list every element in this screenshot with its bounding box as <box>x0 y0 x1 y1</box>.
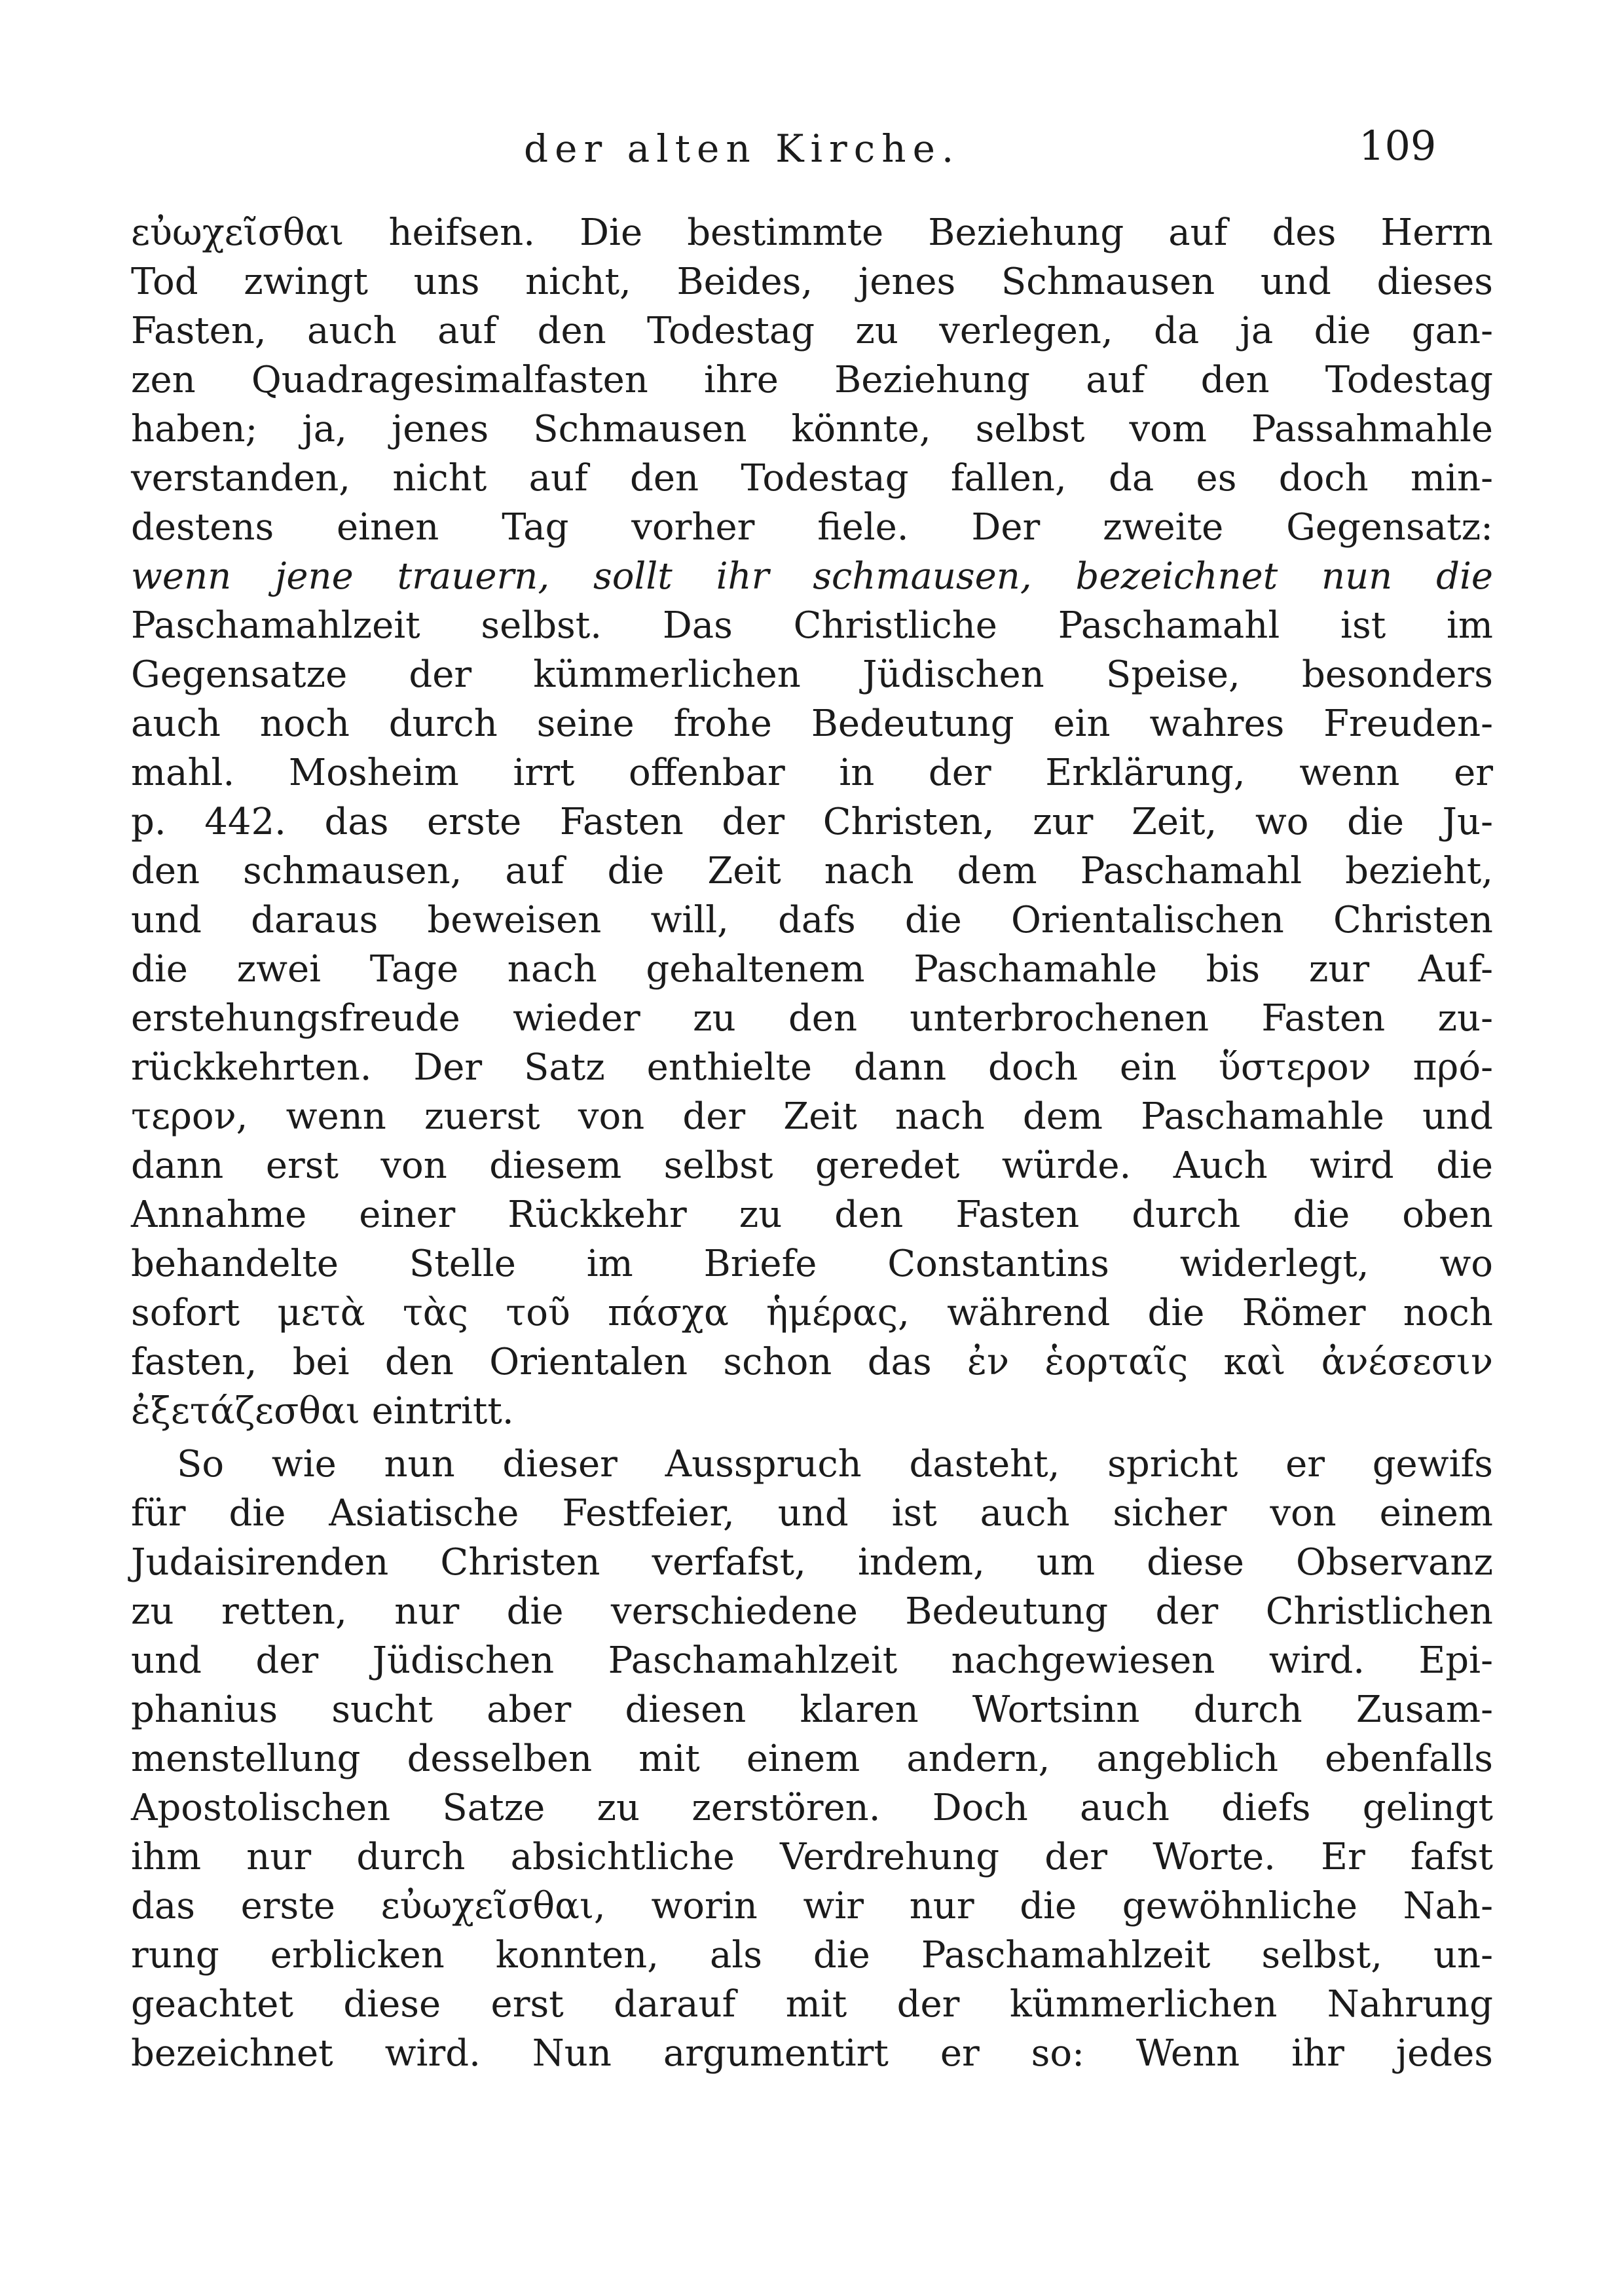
text-line: Fasten, auch auf den Todestag zu verlegen, da ja die gan- <box>131 310 1493 352</box>
text-line: wenn jene trauern, sollt ihr schmausen, bezeichnet nun die <box>131 555 1493 598</box>
text-line: ἐξετάζεσθαι eintritt. <box>131 1390 514 1432</box>
text-line: destens einen Tag vorher fiele. Der zweite Gegensatz: <box>131 506 1493 549</box>
text-line: p. 442. das erste Fasten der Christen, zur Zeit, wo die Ju- <box>131 801 1493 843</box>
text-line: zen Quadragesimalfasten ihre Beziehung auf den Todestag <box>131 359 1493 401</box>
text-line: auch noch durch seine frohe Bedeutung ein wahres Freuden- <box>131 702 1493 745</box>
text-line: fasten, bei den Orientalen schon das ἐν ἑορταῖς καὶ ἀνέσεσιν <box>131 1341 1493 1383</box>
text-line: haben; ja, jenes Schmausen könnte, selbst vom Passahmahle <box>131 408 1493 450</box>
text-line: zu retten, nur die verschiedene Bedeutung der Christlichen <box>131 1590 1493 1633</box>
text-line: Tod zwingt uns nicht, Beides, jenes Schmausen und dieses <box>131 261 1493 303</box>
running-head: der alten Kirche. <box>524 126 961 171</box>
text-line: εὐωχεῖσθαι heifsen. Die bestimmte Beziehung auf des Herrn <box>131 211 1493 254</box>
text-line: verstanden, nicht auf den Todestag fallen, da es doch min- <box>131 457 1493 500</box>
text-line: ihm nur durch absichtliche Verdrehung der Worte. Er fafst <box>131 1836 1493 1878</box>
text-line: τερον, wenn zuerst von der Zeit nach dem Paschamahle und <box>131 1095 1493 1138</box>
page-number: 109 <box>1359 122 1437 170</box>
text-line: menstellung desselben mit einem andern, angeblich ebenfalls <box>131 1738 1493 1780</box>
text-line: rung erblicken konnten, als die Paschamahlzeit selbst, un- <box>131 1934 1493 1977</box>
text-line: Gegensatze der kümmerlichen Jüdischen Speise, besonders <box>131 653 1493 696</box>
text-line: Judaisirenden Christen verfafst, indem, um diese Observanz <box>131 1541 1493 1584</box>
text-line: So wie nun dieser Ausspruch dasteht, spricht er gewifs <box>177 1443 1493 1485</box>
text-line: bezeichnet wird. Nun argumentirt er so: Wenn ihr jedes <box>131 2032 1493 2075</box>
text-line: Annahme einer Rückkehr zu den Fasten durch die oben <box>131 1194 1493 1236</box>
text-line: mahl. Mosheim irrt offenbar in der Erklärung, wenn er <box>131 752 1493 794</box>
text-line: Apostolischen Satze zu zerstören. Doch auch diefs gelingt <box>131 1787 1493 1829</box>
body-text <box>131 208 1493 2078</box>
text-line: phanius sucht aber diesen klaren Wortsinn durch Zusam- <box>131 1688 1493 1731</box>
text-line: die zwei Tage nach gehaltenem Paschamahle bis zur Auf- <box>131 948 1493 991</box>
text-line: Paschamahlzeit selbst. Das Christliche Paschamahl ist im <box>131 604 1493 647</box>
text-line: sofort μετὰ τὰς τοῦ πάσχα ἡμέρας, während die Römer noch <box>131 1292 1493 1334</box>
text-line: für die Asiatische Festfeier, und ist auch sicher von einem <box>131 1492 1493 1535</box>
text-line: rückkehrten. Der Satz enthielte dann doch ein ὕστερον πρό- <box>131 1046 1493 1089</box>
text-line: und der Jüdischen Paschamahlzeit nachgewiesen wird. Epi- <box>131 1639 1493 1682</box>
text-line: das erste εὐωχεῖσθαι, worin wir nur die gewöhnliche Nah- <box>131 1885 1493 1927</box>
text-line: den schmausen, auf die Zeit nach dem Paschamahl bezieht, <box>131 850 1493 892</box>
text-line: und daraus beweisen will, dafs die Orientalischen Christen <box>131 899 1493 941</box>
text-line: dann erst von diesem selbst geredet würde. Auch wird die <box>131 1144 1493 1187</box>
text-line: geachtet diese erst darauf mit der kümmerlichen Nahrung <box>131 1983 1493 2026</box>
text-line: behandelte Stelle im Briefe Constantins widerlegt, wo <box>131 1243 1493 1285</box>
text-line: erstehungsfreude wieder zu den unterbrochenen Fasten zu- <box>131 997 1493 1040</box>
